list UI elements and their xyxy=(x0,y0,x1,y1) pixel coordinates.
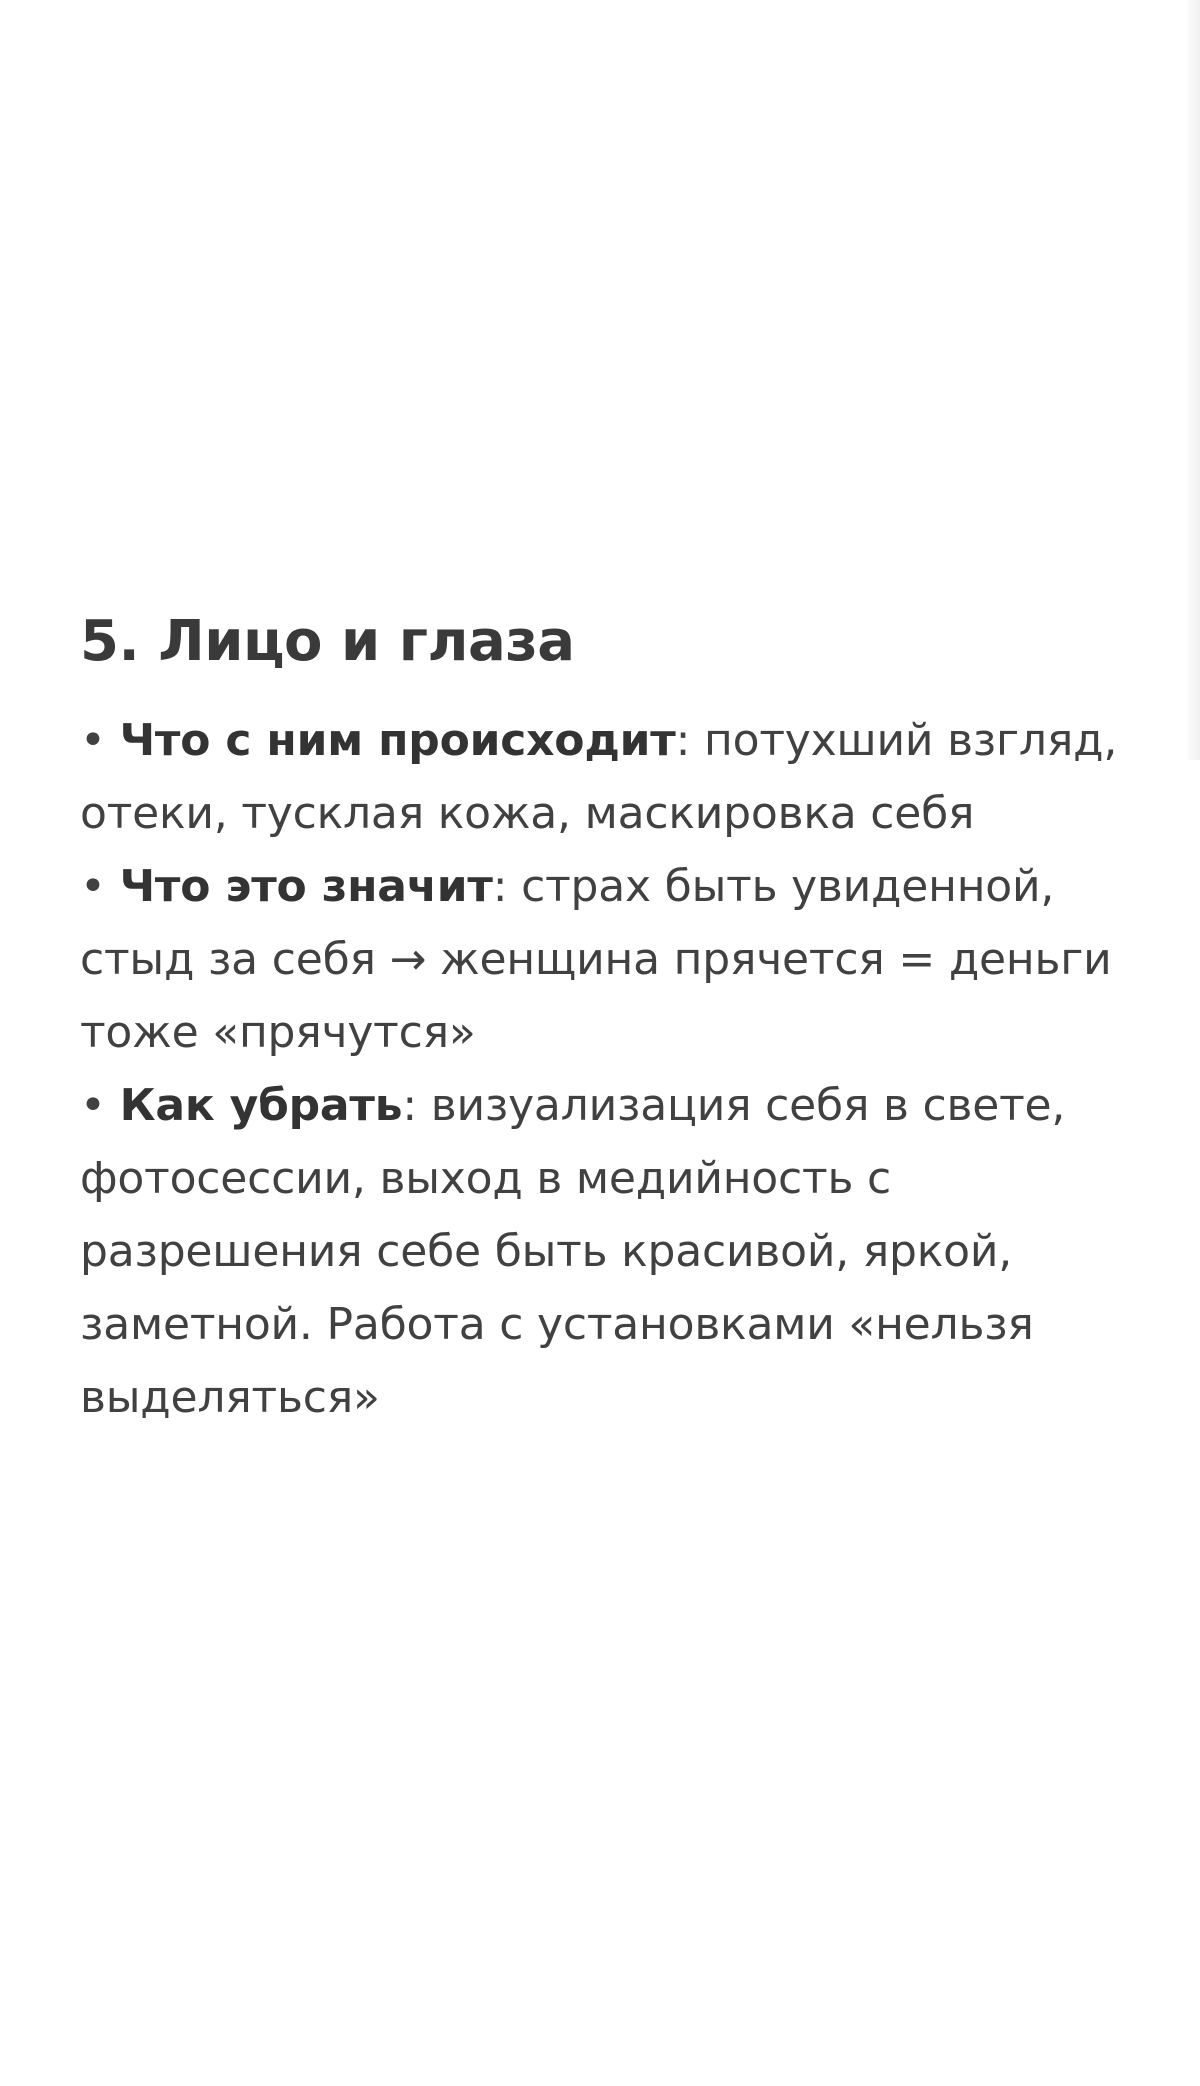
point-term: Что это значит xyxy=(119,861,493,912)
article-section xyxy=(80,602,1140,1434)
point-text: визуализация себя в свете, фотосессии, выход в медийность с разрешения себе быть красивой, яркой, заметной. Работа с установками «нельзя выделяться» xyxy=(80,1080,1066,1423)
bullet: • xyxy=(80,715,106,766)
point-how-to-remove xyxy=(80,1069,1140,1434)
point-term: Что с ним происходит xyxy=(119,715,676,766)
point-what-it-means xyxy=(80,850,1140,1069)
point-what-happens xyxy=(80,704,1140,850)
bullet: • xyxy=(80,1080,106,1131)
separator: : xyxy=(402,1080,417,1131)
point-text: потухший взгляд, отеки, тусклая кожа, маскировка себя xyxy=(80,715,1118,839)
separator: : xyxy=(492,861,508,912)
section-title: 5. Лицо и глаза xyxy=(80,609,575,674)
point-term: Как убрать xyxy=(119,1080,403,1131)
point-text: страх быть увиденной, стыд за себя → женщина прячется = деньги тоже «прячутся» xyxy=(80,861,1112,1058)
bullet: • xyxy=(80,861,106,912)
separator: : xyxy=(675,715,691,766)
page-edge-shadow xyxy=(1187,0,1200,760)
